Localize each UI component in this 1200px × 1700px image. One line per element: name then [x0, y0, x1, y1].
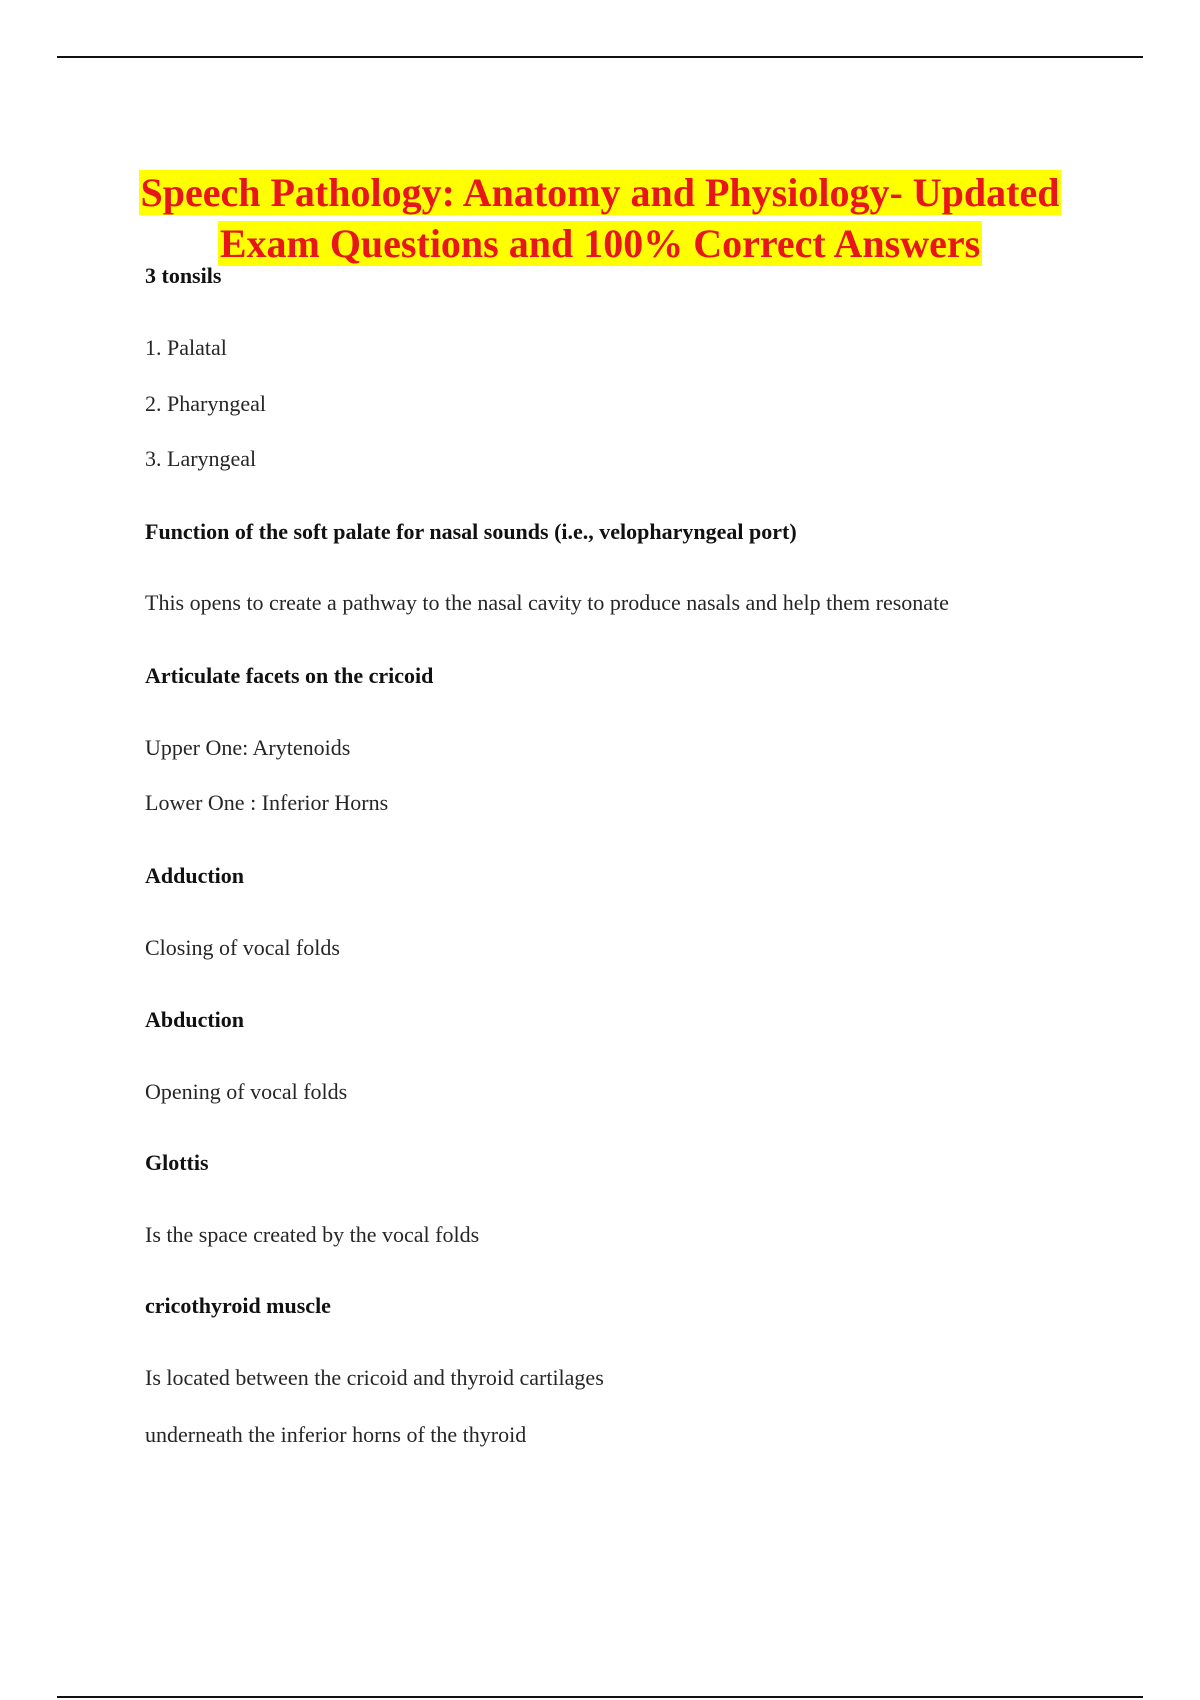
question-glottis: Glottis	[145, 1150, 209, 1175]
question-adduction: Adduction	[145, 863, 245, 888]
question-cricoid-facets: Articulate facets on the cricoid	[145, 663, 434, 688]
answer-line: Is located between the cricoid and thyroid cartilages	[145, 1365, 604, 1390]
answer-line: Is the space created by the vocal folds	[145, 1222, 480, 1247]
answer-line: underneath the inferior horns of the thyroid	[145, 1422, 527, 1447]
bottom-divider	[57, 1696, 1143, 1698]
question-cricothyroid-muscle: cricothyroid muscle	[145, 1293, 331, 1318]
answer-line: 2. Pharyngeal	[145, 391, 266, 416]
document-title	[100, 167, 1100, 269]
question-soft-palate: Function of the soft palate for nasal sounds (i.e., velopharyngeal port)	[145, 519, 797, 544]
question-3-tonsils: 3 tonsils	[145, 263, 222, 288]
title-line-1: Speech Pathology: Anatomy and Physiology- Updated	[140, 169, 1060, 215]
answer-line: Lower One : Inferior Horns	[145, 790, 389, 815]
answer-line: 3. Laryngeal	[145, 446, 257, 471]
answer-line: Upper One: Arytenoids	[145, 735, 351, 760]
answer-line: 1. Palatal	[145, 335, 227, 360]
answer-line: Opening of vocal folds	[145, 1079, 348, 1104]
title-line-2: Exam Questions and 100% Correct Answers	[219, 220, 981, 266]
answer-line: Closing of vocal folds	[145, 935, 340, 960]
top-divider	[57, 56, 1143, 58]
answer-line: This opens to create a pathway to the nasal cavity to produce nasals and help them resonate	[145, 590, 949, 615]
question-abduction: Abduction	[145, 1007, 245, 1032]
